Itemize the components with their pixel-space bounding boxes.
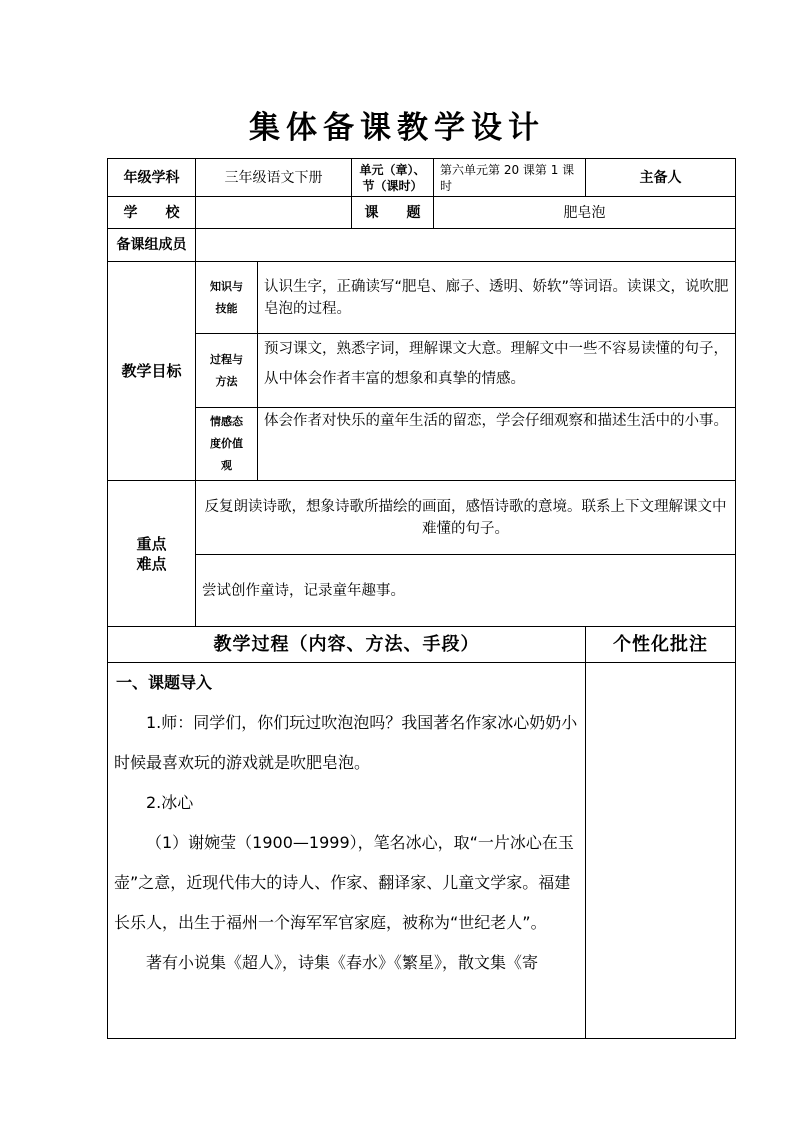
objective-label-line: 过程与 xyxy=(210,352,243,366)
grade-subject-value: 三年级语文下册 xyxy=(196,159,352,197)
lesson-plan-table xyxy=(107,158,736,1039)
document-title: 集体备课教学设计 xyxy=(249,110,545,146)
objective-row-knowledge xyxy=(108,262,736,334)
objective-text-knowledge: 认识生字，正确读写“肥皂、廊子、透明、娇软”等词语。读课文，说吹肥皂泡的过程。 xyxy=(258,262,736,334)
paragraph: 2.冰心 xyxy=(146,793,194,812)
process-body-row xyxy=(108,663,736,1039)
paragraph: （1）谢婉莹（1900—1999），笔名冰心，取“一片冰心在玉壶”之意，近现代伟大的诗人、作家、翻译家、儿童文学家。福建长乐人，出生于福州一个海军军官家庭，被称为“世纪老人”。 xyxy=(114,833,574,932)
section-heading: 一、课题导入 xyxy=(116,673,213,692)
objectives-label: 教学目标 xyxy=(108,262,196,481)
unit-value: 第六单元第 20 课第 1 课时 xyxy=(434,159,586,197)
preparer-cell xyxy=(586,159,736,197)
key-label: 重点 xyxy=(136,534,167,553)
unit-label-line-2: 节（课时） xyxy=(362,178,423,193)
objective-label-line: 情感态 xyxy=(210,415,243,428)
process-header: 教学过程（内容、方法、手段） xyxy=(108,627,586,663)
school-label: 学 校 xyxy=(108,197,196,229)
objective-label-knowledge xyxy=(196,262,258,334)
unit-label xyxy=(352,159,434,197)
grade-subject-label: 年级学科 xyxy=(108,159,196,197)
objective-text-emotion: 体会作者对快乐的童年生活的留恋，学会仔细观察和描述生活中的小事。 xyxy=(258,408,736,481)
key-point-text: 反复朗读诗歌，想象诗歌所描绘的画面，感悟诗歌的意境。联系上下文理解课文中难懂的句子。 xyxy=(196,481,736,555)
objective-label-process xyxy=(196,334,258,408)
objective-label-line: 方法 xyxy=(215,374,238,388)
objective-label-line: 观 xyxy=(221,459,232,472)
topic-value: 肥皂泡 xyxy=(434,197,736,229)
annotation-header: 个性化批注 xyxy=(586,627,736,663)
process-body xyxy=(108,663,586,1039)
difficult-label: 难点 xyxy=(136,554,167,573)
members-value xyxy=(196,229,736,262)
key-row xyxy=(108,481,736,555)
objective-label-emotion xyxy=(196,408,258,481)
objective-label-line: 知识与 xyxy=(210,279,243,293)
objective-text-process: 预习课文，熟悉字词，理解课文大意。理解文中一些不容易读懂的句子，从中体会作者丰富的想象和真挚的情感。 xyxy=(258,334,736,408)
objective-label-line: 技能 xyxy=(215,301,238,315)
annotation-area xyxy=(586,663,736,1039)
unit-label-line-1: 单元（章）、 xyxy=(359,162,426,177)
objective-row-emotion xyxy=(108,408,736,481)
paragraph: 著有小说集《超人》，诗集《春水》《繁星》，散文集《寄 xyxy=(146,953,539,972)
paragraph: 1.师：同学们，你们玩过吹泡泡吗？我国著名作家冰心奶奶小时候最喜欢玩的游戏就是吹肥皂泡。 xyxy=(114,713,578,772)
objective-label-line: 度价值 xyxy=(210,437,243,450)
objective-row-process xyxy=(108,334,736,408)
school-value xyxy=(196,197,352,229)
preparer-label: 主备人 xyxy=(639,169,682,186)
info-row-2 xyxy=(108,197,736,229)
process-header-row xyxy=(108,627,736,663)
info-row-3 xyxy=(108,229,736,262)
difficult-row xyxy=(108,555,736,627)
key-difficult-label xyxy=(108,481,196,627)
difficult-point-text: 尝试创作童诗，记录童年趣事。 xyxy=(196,555,736,627)
topic-label: 课 题 xyxy=(352,197,434,229)
members-label: 备课组成员 xyxy=(108,229,196,262)
info-row-1 xyxy=(108,159,736,197)
